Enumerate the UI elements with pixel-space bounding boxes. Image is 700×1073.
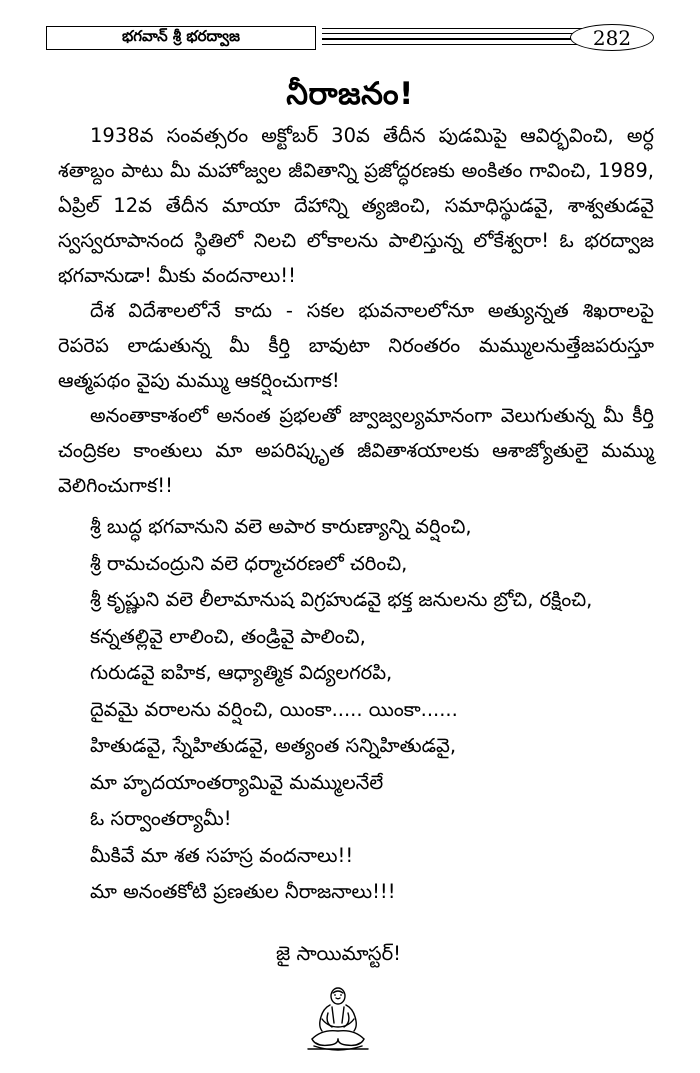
verse-line: మా అనంతకోటి ప్రణతుల నీరాజనాలు!!! <box>90 880 396 903</box>
paragraph: 1938వ సంవత్సరం అక్టోబర్ 30వ తేదీన పుడమిపై ఆవిర్భవించి, అర్ధ శతాబ్దం పాటు మీ మహోజ్వల జీవితాన్ని ప్రజోద్ధరణకు అంకితం గావించి, 1989, ఏప్రిల్ 12వ తేదీన మాయా దేహాన్ని త్యజించి, సమాధిస్థుడవై, శాశ్వతుడవై స్వస్వరూపానంద స్థితిలో నిలచి లోకాలను పాలిస్తున్న లోకేశ్వరా! ఓ భరద్వాజ భగవానుడా! మీకు వందనాలు!! <box>58 124 654 287</box>
running-title: భగవాన్ శ్రీ భరద్వాజ <box>46 26 316 50</box>
verse-line: గురుడవై ఐహిక, ఆధ్యాత్మిక విద్యలగరపి, <box>90 661 393 684</box>
verse-line: శ్రీ రామచంద్రుని వలె ధర్మాచరణలో చరించి, <box>90 551 408 575</box>
page-title: నీరాజనం! <box>286 76 414 112</box>
verse-line: దైవమై వరాలను వర్షించి, యింకా..... యింకా...... <box>90 697 458 721</box>
body-text <box>58 118 654 911</box>
page-header <box>46 24 656 54</box>
page-number: 282 <box>570 24 654 51</box>
verse-block <box>58 509 654 911</box>
verse-line: హితుడవై, స్నేహితుడవై, అత్యంత సన్నిహితుడవై, <box>90 734 457 757</box>
header-rule-lines <box>322 28 612 49</box>
verse-line: శ్రీ బుద్ధ భగవానుని వలె అపార కారుణ్యాన్ని వర్షించి, <box>90 515 472 538</box>
verse-line: శ్రీ కృష్ణుని వలె లీలామానుష విగ్రహుడవై భక్త జనులను బ్రోచి, రక్షించి, <box>90 588 593 611</box>
verse-line: ఓ సర్వాంతర్యామీ! <box>90 807 232 830</box>
paragraph: అనంతాకాశంలో అనంత ప్రభలతో జ్వాజ్వల్యమానంగా వెలుగుతున్న మీ కీర్తి చంద్రికల కాంతులు మా అపరిష్కృత జీవితాశయాలకు ఆశాజ్యోతులై మమ్ము వెలిగించుగాక!! <box>58 404 654 497</box>
verse-line: కన్నతల్లివై లాలించి, తండ్రివై పాలించి, <box>90 624 366 648</box>
verse-line: మా హృదయాంతర్యామివై మమ్ములనేలే <box>90 770 384 794</box>
paragraph: దేశ విదేశాలలోనే కాదు - సకల భువనాలలోనూ అత్యున్నత శిఖరాలపై రెపరెప లాడుతున్న మీ కీర్తి బావుటా నిరంతరం మమ్ములనుత్తేజపరుస్తూ ఆత్మపథం వైపు మమ్ము ఆకర్షించుగాక! <box>58 299 654 392</box>
seated-master-illustration <box>306 985 370 1053</box>
verse-line: మీకివే మా శత సహస్ర వందనాలు!! <box>90 843 354 867</box>
signoff-text: జై సాయిమాస్టర్! <box>276 942 401 965</box>
